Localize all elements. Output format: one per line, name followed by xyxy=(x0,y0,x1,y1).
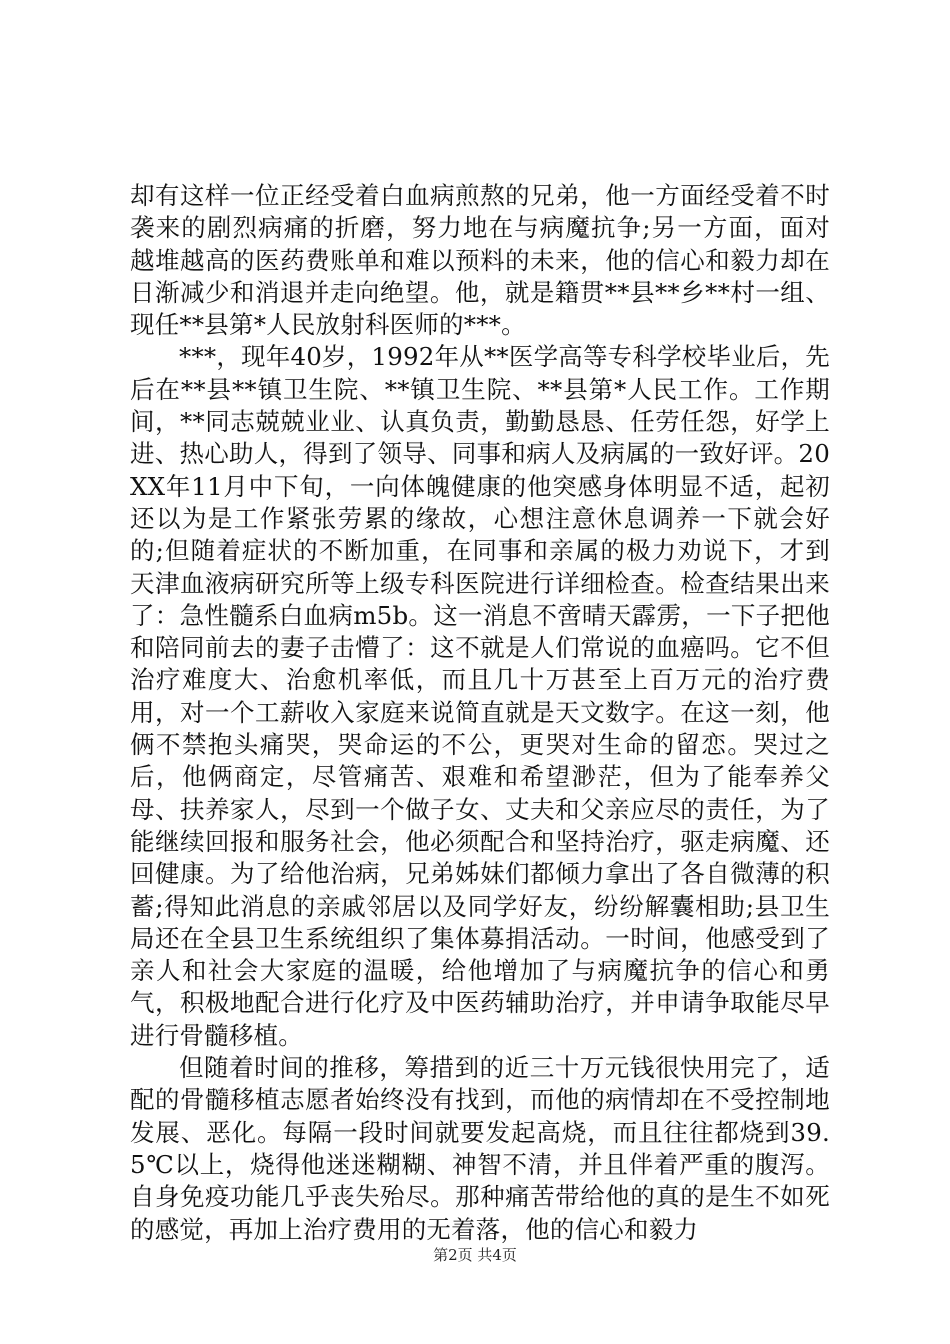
paragraph-1: 却有这样一位正经受着白血病煎熬的兄弟，他一方面经受着不时袭来的剧烈病痛的折磨，努力地在与病魔抗争;另一方面，面对越堆越高的医药费账单和难以预料的未来，他的信心和毅力却在日渐减少和消退并走向绝望。他，就是籍贯**县**乡**村一组、现任**县第*人民放射科医师的***。 xyxy=(130,181,830,340)
paragraph-2: ***，现年40岁，1992年从**医学高等专科学校毕业后，先后在**县**镇卫生院、**镇卫生院、**县第*人民工作。工作期间，**同志兢兢业业、认真负责，勤勤恳恳、任劳任怨，好学上进、热心助人，得到了领导、同事和病人及病属的一致好评。20XX年11月中下旬，一向体魄健康的他突感身体明显不适，起初还以为是工作紧张劳累的缘故，心想注意休息调养一下就会好的;但随着症状的不断加重，在同事和亲属的极力劝说下，才到天津血液病研究所等上级专科医院进行详细检查。检查结果出来了：急性髓系白血病m5b。这一消息不啻晴天霹雳，一下子把他和陪同前去的妻子击懵了：这不就是人们常说的血癌吗。它不但治疗难度大、治愈机率低，而且几十万甚至上百万元的治疗费用，对一个工薪收入家庭来说简直就是天文数字。在这一刻，他俩不禁抱头痛哭，哭命运的不公，更哭对生命的留恋。哭过之后，他俩商定，尽管痛苦、艰难和希望渺茫，但为了能奉养父母、扶养家人，尽到一个做子女、丈夫和父亲应尽的责任，为了能继续回报和服务社会，他必须配合和坚持治疗，驱走病魔、还回健康。为了给他治病，兄弟姊妹们都倾力拿出了各自微薄的积蓄;得知此消息的亲戚邻居以及同学好友，纷纷解囊相助;县卫生局还在全县卫生系统组织了集体募捐活动。一时间，他感受到了亲人和社会大家庭的温暖，给他增加了与病魔抗争的信心和勇气，积极地配合进行化疗及中医药辅助治疗，并申请争取能尽早进行骨髓移植。 xyxy=(130,342,830,1050)
page-number-footer: 第2页 共4页 xyxy=(433,1246,517,1264)
document-body xyxy=(130,180,830,1246)
paragraph-3: 但随着时间的推移，筹措到的近三十万元钱很快用完了，适配的骨髓移植志愿者始终没有找到，而他的病情却在不受控制地发展、恶化。每隔一段时间就要发起高烧，而且往往都烧到39.5℃以上，烧得他迷迷糊糊、神智不清，并且伴着严重的腹泻。自身免疫功能几乎丧失殆尽。那种痛苦带给他的真的是生不如死的感觉，再加上治疗费用的无着落，他的信心和毅力 xyxy=(130,1053,830,1244)
